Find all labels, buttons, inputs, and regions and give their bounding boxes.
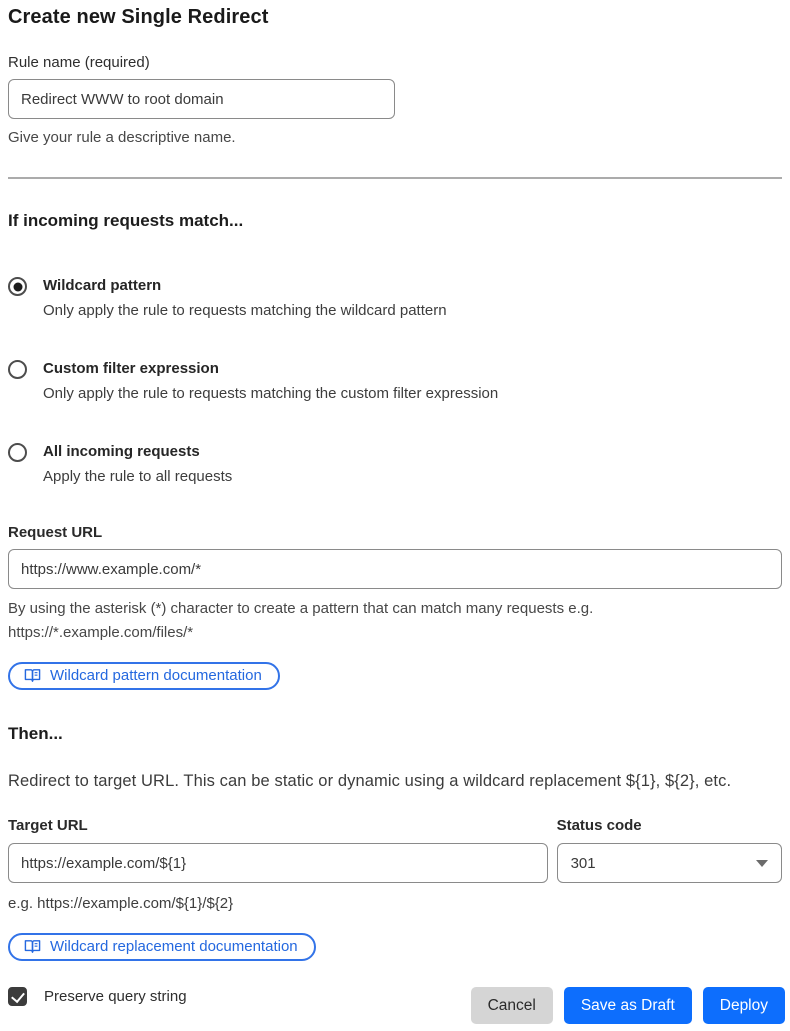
open-book-icon <box>24 668 41 683</box>
save-as-draft-button[interactable]: Save as Draft <box>564 987 692 1024</box>
wildcard-replacement-doc-button[interactable] <box>8 933 316 961</box>
cancel-button[interactable]: Cancel <box>471 987 553 1024</box>
radio-desc-wildcard-pattern: Only apply the rule to requests matching the wildcard pattern <box>43 302 447 320</box>
radio-option-wildcard-pattern[interactable] <box>8 275 782 321</box>
radio-option-custom-filter[interactable] <box>8 358 782 404</box>
radio-wildcard-pattern[interactable] <box>8 277 27 296</box>
open-book-icon <box>24 939 41 954</box>
request-url-help <box>8 597 782 645</box>
deploy-button[interactable]: Deploy <box>703 987 785 1024</box>
target-url-help: e.g. https://example.com/${1}/${2} <box>8 895 234 913</box>
request-url-help-line1: By using the asterisk (*) character to create a pattern that can match many requests e.g. <box>8 600 594 618</box>
target-url-label: Target URL <box>8 817 88 835</box>
radio-custom-filter[interactable] <box>8 360 27 379</box>
radio-label-custom-filter: Custom filter expression <box>43 360 219 378</box>
wildcard-pattern-doc-button[interactable] <box>8 662 280 690</box>
radio-label-wildcard-pattern: Wildcard pattern <box>43 277 162 295</box>
section-divider <box>8 177 782 179</box>
match-type-radio-group <box>8 275 782 487</box>
status-code-label: Status code <box>556 817 642 835</box>
request-url-input[interactable] <box>8 549 782 589</box>
then-section-description: Redirect to target URL. This can be static or dynamic using a wildcard replacement ${1}, ${2}, etc. <box>8 772 732 791</box>
status-code-value: 301 <box>570 854 596 872</box>
radio-desc-custom-filter: Only apply the rule to requests matching the custom filter expression <box>43 385 499 403</box>
then-section-heading: Then... <box>8 724 63 744</box>
wildcard-replacement-doc-button-label: Wildcard replacement documentation <box>50 937 298 955</box>
radio-label-all-requests: All incoming requests <box>43 443 200 461</box>
preserve-query-string-label: Preserve query string <box>44 987 187 1005</box>
preserve-query-string-checkbox[interactable] <box>8 987 27 1006</box>
rule-name-label: Rule name (required) <box>8 54 150 71</box>
request-url-label: Request URL <box>8 524 103 542</box>
wildcard-pattern-doc-button-label: Wildcard pattern documentation <box>50 667 262 685</box>
rule-name-input[interactable] <box>8 79 395 119</box>
radio-option-all-requests[interactable] <box>8 441 782 487</box>
radio-all-requests[interactable] <box>8 443 27 462</box>
target-url-input[interactable] <box>8 843 548 883</box>
status-code-select[interactable] <box>557 843 782 883</box>
request-url-help-line2: https://*.example.com/files/* <box>8 624 194 642</box>
page-title: Create new Single Redirect <box>8 6 269 28</box>
target-status-row <box>8 817 782 883</box>
radio-desc-all-requests: Apply the rule to all requests <box>43 468 233 486</box>
chevron-down-icon <box>756 860 768 867</box>
rule-name-help: Give your rule a descriptive name. <box>8 129 236 146</box>
match-section-heading: If incoming requests match... <box>8 211 244 231</box>
form-actions <box>471 987 785 1024</box>
